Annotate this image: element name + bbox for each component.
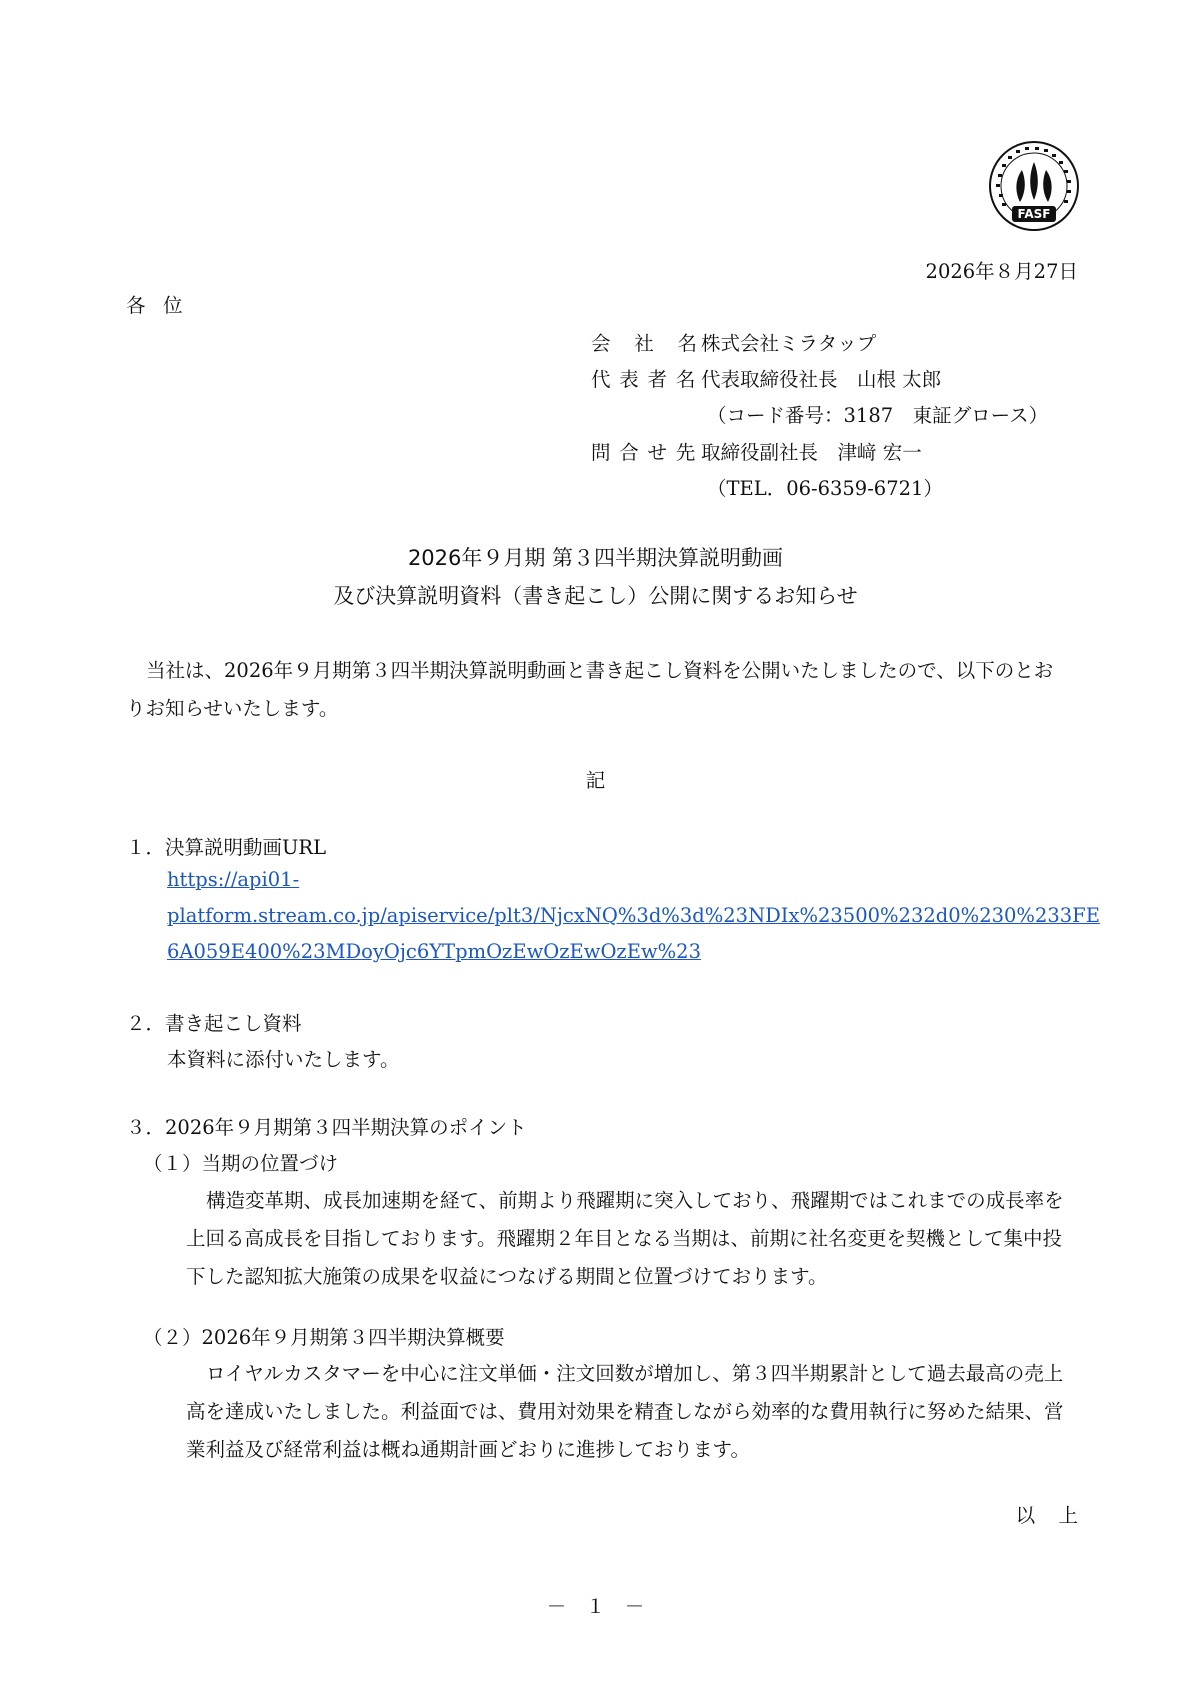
section-2-heading: ２．書き起こし資料 [126,1012,302,1035]
page-number: － １ － [546,1595,645,1618]
representative-row [591,364,941,392]
ki-marker: 記 [585,769,606,792]
video-url-line-3[interactable]: 6A059E400%23MDoyOjc6YTpmOzEwOzEwOzEw%23 [167,940,701,963]
intro-paragraph: 当社は、2026年９月期第３四半期決算説明動画と書き起こし資料を公開いたしましたので、以下のとおりお知らせいたします。 [126,659,1054,720]
subsection-1-heading: （１）当期の位置づけ [143,1152,339,1175]
subsection-2-heading: （２）2026年９月期第３四半期決算概要 [143,1326,505,1349]
contact-value: 取締役副社長 津﨑 宏一 [701,441,922,464]
document-date: 2026年８月27日 [925,260,1078,283]
company-name-value: 株式会社ミラタップ [701,332,877,355]
company-name-row [591,328,876,356]
contact-row [591,437,922,465]
section-2-body: 本資料に添付いたします。 [167,1048,400,1071]
stock-code: （コード番号：3187 東証グロース） [707,404,1049,427]
contact-tel: （TEL．06-6359-6721） [707,477,943,500]
video-url-line-2[interactable]: platform.stream.co.jp/apiservice/plt3/NjcxNQ%3d%3d%23NDIx%23500%232d0%230%233FE [167,904,1100,927]
subsection-2-body: ロイヤルカスタマーを中心に注文単価・注文回数が増加し、第３四半期累計として過去最高の売上高を達成いたしました。利益面では、費用対効果を精査しながら効率的な費用執行に努めた結果、営業利益及び経常利益は概ね通期計画どおりに進捗しております。 [186,1362,1064,1461]
section-3-heading: ３．2026年９月期第３四半期決算のポイント [126,1116,527,1139]
section-1-heading: １．決算説明動画URL [126,836,327,859]
title-line-1: 2026年９月期 第３四半期決算説明動画 [407,546,784,570]
representative-label: 代表者名 [591,368,705,391]
closing-mark: 以上 [1015,1504,1102,1527]
video-url-line-1[interactable]: https://api01- [167,868,300,891]
company-name-label: 会 社 名 [591,332,706,355]
representative-value: 代表取締役社長 山根 太郎 [701,368,942,391]
addressee: 各位 [126,294,201,317]
contact-label: 問合せ先 [591,441,705,464]
fasf-seal-logo [988,140,1080,232]
seal-logo-text: FASF [1017,207,1051,221]
subsection-1-body: 構造変革期、成長加速期を経て、前期より飛躍期に突入しており、飛躍期ではこれまでの成長率を上回る高成長を目指しております。飛躍期２年目となる当期は、前期に社名変更を契機として集中投下した認知拡大施策の成果を収益につなげる期間と位置づけております。 [186,1189,1064,1288]
title-line-2: 及び決算説明資料（書き起こし）公開に関するお知らせ [333,584,858,608]
